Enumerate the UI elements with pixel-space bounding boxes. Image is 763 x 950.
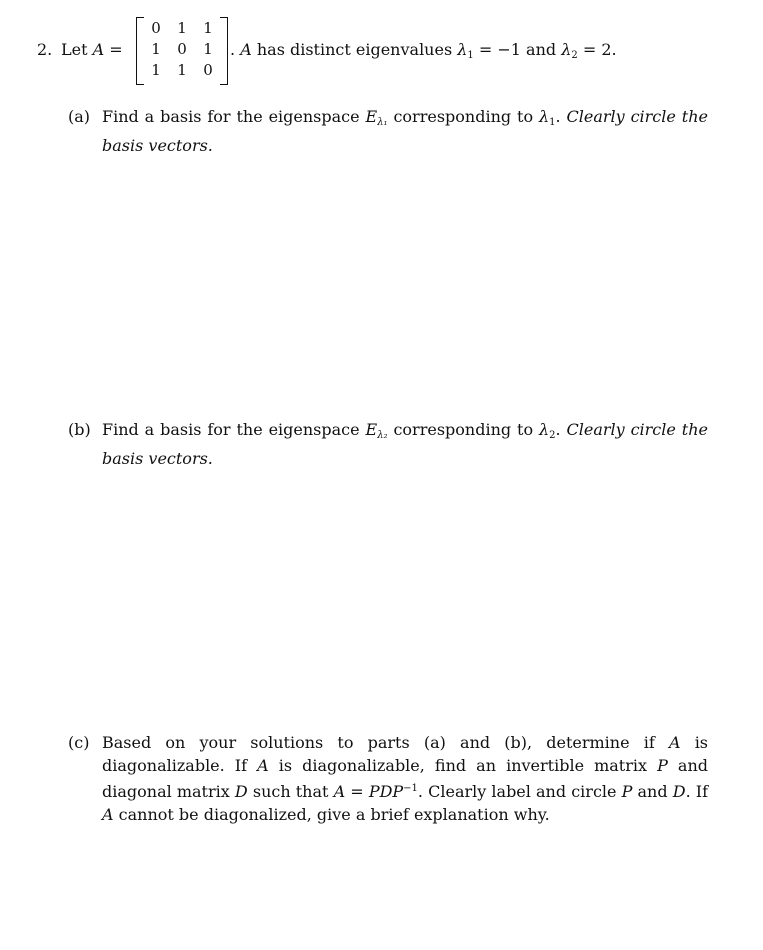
matrix-a bbox=[136, 17, 228, 85]
part-c-inverse-exponent: −1 bbox=[403, 783, 418, 794]
part-c-var-d: D bbox=[672, 782, 686, 801]
question-intro bbox=[61, 40, 123, 60]
lambda1-symbol: λ bbox=[457, 40, 468, 59]
part-a-text-before: Find a basis for the eigenspace bbox=[102, 107, 360, 126]
part-b-text-after: corresponding to bbox=[393, 420, 534, 439]
and-word: and bbox=[526, 40, 557, 59]
matrix-cell: 0 bbox=[177, 40, 187, 58]
part-a-space-symbol: E bbox=[365, 107, 378, 126]
part-c-sentence-8: . If bbox=[685, 782, 709, 801]
part-b-text bbox=[102, 418, 708, 470]
matrix-cell: 1 bbox=[177, 61, 187, 79]
part-b-label: (b) bbox=[68, 420, 91, 439]
matrix-cell: 1 bbox=[177, 19, 187, 37]
statement-text: has distinct eigenvalues bbox=[256, 40, 453, 59]
part-b-space-subscript: λ₂ bbox=[377, 430, 388, 441]
matrix-left-bracket bbox=[136, 17, 144, 85]
part-c-label: (c) bbox=[68, 733, 90, 752]
lambda1-value: = −1 bbox=[478, 40, 521, 59]
part-c-sentence-6: . Clearly label and circle bbox=[417, 782, 617, 801]
part-a-label: (a) bbox=[68, 107, 91, 126]
question-number: 2. bbox=[37, 40, 53, 59]
part-a-period: . bbox=[555, 107, 561, 126]
lambda2-value: = 2. bbox=[582, 40, 617, 59]
part-b-text-before: Find a basis for the eigenspace bbox=[102, 420, 360, 439]
part-c-var-a: A bbox=[668, 733, 681, 752]
matrix-name: A bbox=[92, 40, 105, 59]
matrix-grid bbox=[144, 18, 220, 81]
part-c-var-p: P bbox=[657, 756, 668, 775]
part-c-sentence-3: is diagonalizable, find an invertible matrix bbox=[278, 756, 648, 775]
eigenvalue-statement bbox=[230, 40, 617, 66]
part-c-var-p: P bbox=[621, 782, 633, 801]
statement-period: . bbox=[230, 40, 236, 59]
matrix-cell: 0 bbox=[151, 19, 161, 37]
matrix-cell: 1 bbox=[151, 40, 161, 58]
part-a-text-after: corresponding to bbox=[393, 107, 534, 126]
matrix-right-bracket bbox=[220, 17, 228, 85]
matrix-cell: 1 bbox=[203, 19, 213, 37]
part-a-text bbox=[102, 105, 708, 157]
part-c-sentence-9: cannot be diagonalized, give a brief explanation why. bbox=[118, 805, 550, 824]
part-b-lambda: λ bbox=[538, 420, 550, 439]
part-b-instruction: Clearly circle the basis vectors. bbox=[102, 420, 708, 468]
part-a-instruction: Clearly circle the basis vectors. bbox=[102, 107, 708, 155]
part-c-sentence-2: is diagonalizable. If bbox=[102, 733, 709, 775]
part-c-var-a: A bbox=[257, 756, 269, 775]
lambda2-symbol: λ bbox=[561, 40, 572, 59]
statement-subject: A bbox=[240, 40, 252, 59]
part-b-period: . bbox=[555, 420, 561, 439]
equals-sign: = bbox=[109, 40, 123, 59]
part-c-var-d: D bbox=[234, 782, 248, 801]
lambda2-subscript: 2 bbox=[571, 50, 578, 61]
matrix-cell: 0 bbox=[203, 61, 213, 79]
part-b-space-symbol: E bbox=[365, 420, 378, 439]
matrix-cell: 1 bbox=[151, 61, 161, 79]
part-a-lambda-subscript: 1 bbox=[549, 117, 556, 128]
lambda1-subscript: 1 bbox=[467, 50, 474, 61]
part-c-sentence-4: and diagonal matrix bbox=[102, 756, 709, 801]
matrix-cell: 1 bbox=[203, 40, 213, 58]
part-a-lambda: λ bbox=[538, 107, 550, 126]
part-c-sentence-7: and bbox=[637, 782, 668, 801]
part-c-pdp: PDP bbox=[368, 782, 404, 801]
part-a-space-subscript: λ₁ bbox=[377, 117, 388, 128]
part-c-var-a: A bbox=[102, 805, 114, 824]
part-c-sentence-5: such that bbox=[252, 782, 329, 801]
intro-word: Let bbox=[61, 40, 88, 59]
part-c-var-a: A bbox=[333, 782, 346, 801]
part-c-equals: = bbox=[350, 782, 364, 801]
part-b-lambda-subscript: 2 bbox=[549, 430, 556, 441]
part-c-sentence-1: Based on your solutions to parts (a) and (b), determine if bbox=[102, 733, 655, 752]
part-c-text bbox=[102, 731, 708, 826]
